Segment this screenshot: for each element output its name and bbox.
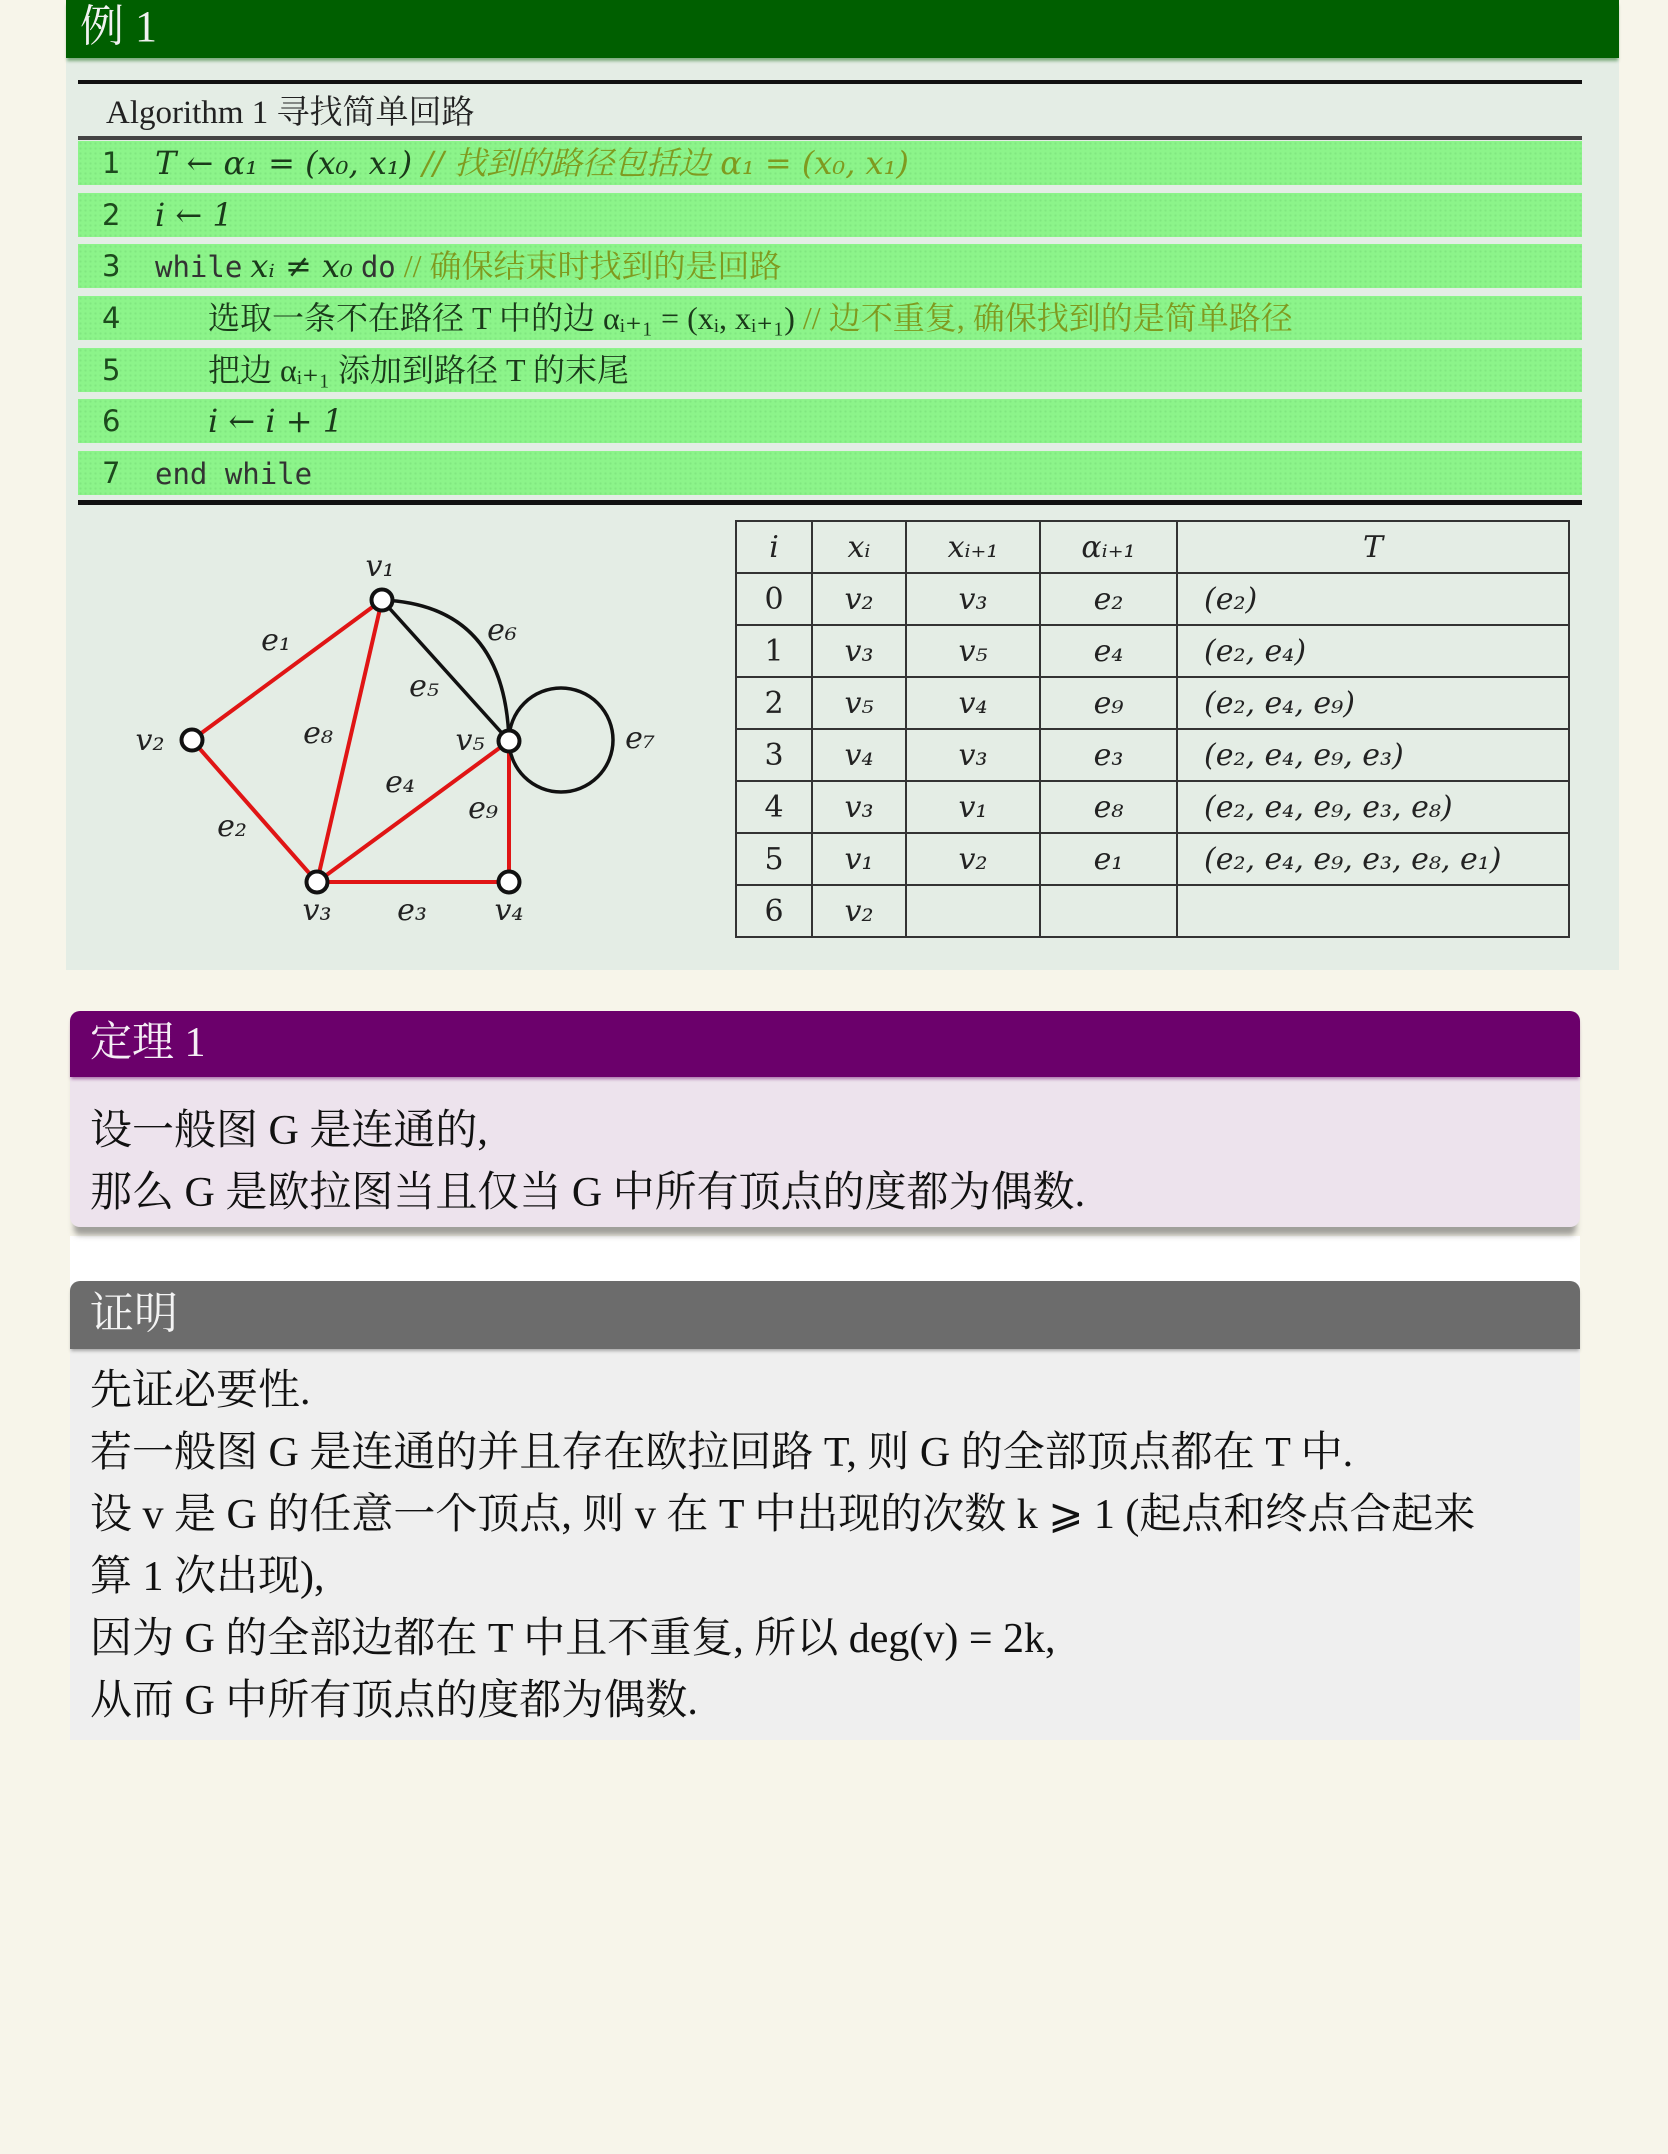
line-number: 6 bbox=[102, 404, 121, 438]
table-row bbox=[736, 781, 1569, 833]
line-code: 选取一条不在路径 T 中的边 αᵢ₊₁ = (xᵢ, xᵢ₊₁) // 边不重复, 确保找到的是简单路径 bbox=[208, 300, 1293, 336]
edge-label: e₈ bbox=[303, 716, 333, 751]
algorithm-bottom-rule bbox=[78, 500, 1582, 505]
column-header: xᵢ₊₁ bbox=[906, 521, 1040, 573]
proof-line: 从而 G 中所有顶点的度都为偶数. bbox=[90, 1678, 698, 1724]
line-number: 2 bbox=[102, 198, 121, 232]
table-cell bbox=[906, 885, 1040, 937]
table-cell: (e₂, e₄) bbox=[1177, 625, 1569, 677]
table-cell: 3 bbox=[736, 729, 812, 781]
table-cell: v₁ bbox=[812, 833, 906, 885]
algorithm-line bbox=[78, 296, 1582, 340]
proof-line: 若一般图 G 是连通的并且存在欧拉回路 T, 则 G 的全部顶点都在 T 中. bbox=[90, 1430, 1354, 1476]
proof-block bbox=[70, 1281, 1580, 1740]
table-cell: v₅ bbox=[906, 625, 1040, 677]
edge-label: e₉ bbox=[468, 791, 498, 826]
line-comment: // 边不重复, 确保找到的是简单路径 bbox=[802, 300, 1293, 336]
algorithm-line bbox=[78, 348, 1582, 392]
table-cell: e₉ bbox=[1040, 677, 1177, 729]
table-cell: 5 bbox=[736, 833, 812, 885]
table-cell: v₂ bbox=[812, 573, 906, 625]
line-number: 3 bbox=[102, 249, 121, 283]
table-cell: v₄ bbox=[906, 677, 1040, 729]
table-cell: 0 bbox=[736, 573, 812, 625]
table-row bbox=[736, 677, 1569, 729]
table-cell: e₃ bbox=[1040, 729, 1177, 781]
vertex-label: v₂ bbox=[135, 723, 165, 758]
edge-label: e₂ bbox=[217, 809, 247, 844]
table-cell bbox=[1040, 885, 1177, 937]
table-cell: (e₂) bbox=[1177, 573, 1569, 625]
table-cell: v₃ bbox=[906, 573, 1040, 625]
proof-line: 算 1 次出现), bbox=[90, 1554, 325, 1600]
table-cell: v₅ bbox=[812, 677, 906, 729]
table-row bbox=[736, 625, 1569, 677]
trace-table bbox=[735, 520, 1570, 938]
edge-label: e₃ bbox=[397, 893, 427, 928]
edge-label: e₄ bbox=[385, 765, 415, 800]
table-cell: e₁ bbox=[1040, 833, 1177, 885]
column-header: xᵢ bbox=[812, 521, 906, 573]
line-code: i ← i + 1 bbox=[208, 402, 344, 440]
line-code: i ← 1 bbox=[155, 196, 233, 234]
column-header: i bbox=[736, 521, 812, 573]
line-code: T ← α₁ = (x₀, x₁) // 找到的路径包括边 α₁ = (x₀, x₁) bbox=[155, 144, 909, 182]
proof-title: 证明 bbox=[70, 1281, 1580, 1349]
table-cell: (e₂, e₄, e₉, e₃) bbox=[1177, 729, 1569, 781]
line-number: 5 bbox=[102, 353, 121, 387]
keyword-while: while bbox=[155, 250, 243, 284]
table-cell: (e₂, e₄, e₉, e₃, e₈, e₁) bbox=[1177, 833, 1569, 885]
theorem-block bbox=[70, 1011, 1580, 1227]
table-cell: 6 bbox=[736, 885, 812, 937]
table-cell: v₂ bbox=[906, 833, 1040, 885]
proof-line: 因为 G 的全部边都在 T 中且不重复, 所以 deg(v) = 2k, bbox=[90, 1616, 1056, 1662]
table-row bbox=[736, 885, 1569, 937]
table-cell: e₂ bbox=[1040, 573, 1177, 625]
algorithm-line bbox=[78, 141, 1582, 185]
column-header: αᵢ₊₁ bbox=[1040, 521, 1177, 573]
table-cell: (e₂, e₄, e₉, e₃, e₈) bbox=[1177, 781, 1569, 833]
table-cell: v₄ bbox=[812, 729, 906, 781]
algorithm-top-rule bbox=[78, 80, 1582, 84]
algorithm-line bbox=[78, 399, 1582, 443]
proof-line: 先证必要性. bbox=[90, 1368, 311, 1414]
edge-label: e₅ bbox=[409, 669, 439, 704]
vertex-label: v₅ bbox=[455, 723, 485, 758]
table-row bbox=[736, 729, 1569, 781]
vertex-label: v₃ bbox=[302, 893, 332, 928]
edge-label: e₆ bbox=[487, 613, 517, 648]
line-number: 4 bbox=[102, 301, 121, 335]
line-code bbox=[155, 451, 312, 496]
line-comment: // 找到的路径包括边 α₁ = (x₀, x₁) bbox=[422, 144, 909, 182]
line-comment: // 确保结束时找到的是回路 bbox=[403, 248, 782, 284]
table-row bbox=[736, 833, 1569, 885]
algorithm-caption: Algorithm 1 寻找简单回路 bbox=[106, 95, 475, 131]
table-cell: (e₂, e₄, e₉) bbox=[1177, 677, 1569, 729]
edge-label: e₇ bbox=[625, 721, 655, 756]
table-header-row bbox=[736, 521, 1569, 573]
table-row bbox=[736, 573, 1569, 625]
theorem-title: 定理 1 bbox=[70, 1011, 1580, 1077]
algorithm-mid-rule bbox=[78, 136, 1582, 140]
algorithm-line bbox=[78, 451, 1582, 495]
keyword-do: do bbox=[360, 250, 396, 284]
keyword-end-while: end while bbox=[155, 457, 313, 491]
table-cell: v₃ bbox=[812, 781, 906, 833]
table-cell: 1 bbox=[736, 625, 812, 677]
table-cell: 4 bbox=[736, 781, 812, 833]
table-cell: v₂ bbox=[812, 885, 906, 937]
algorithm-line bbox=[78, 193, 1582, 237]
algorithm-line bbox=[78, 244, 1582, 288]
line-number: 1 bbox=[102, 146, 121, 180]
column-header: T bbox=[1177, 521, 1569, 573]
line-code: while xᵢ ≠ x₀ do // 确保结束时找到的是回路 bbox=[155, 247, 782, 285]
table-cell: v₃ bbox=[906, 729, 1040, 781]
table-cell: e₈ bbox=[1040, 781, 1177, 833]
table-cell: e₄ bbox=[1040, 625, 1177, 677]
theorem-line: 设一般图 G 是连通的, bbox=[90, 1108, 488, 1154]
table-cell: v₃ bbox=[812, 625, 906, 677]
theorem-line: 那么 G 是欧拉图当且仅当 G 中所有顶点的度都为偶数. bbox=[90, 1170, 1086, 1216]
table-cell bbox=[1177, 885, 1569, 937]
edge-label: e₁ bbox=[261, 623, 291, 658]
line-number: 7 bbox=[102, 456, 121, 490]
vertex-label: v₄ bbox=[494, 893, 524, 928]
proof-line: 设 v 是 G 的任意一个顶点, 则 v 在 T 中出现的次数 k ⩾ 1 (起点和终点合起来 bbox=[90, 1492, 1476, 1538]
vertex-label: v₁ bbox=[365, 549, 395, 584]
table-cell: v₁ bbox=[906, 781, 1040, 833]
table-cell: 2 bbox=[736, 677, 812, 729]
example-title: 例 1 bbox=[66, 0, 1619, 58]
line-code: 把边 αᵢ₊₁ 添加到路径 T 的末尾 bbox=[208, 352, 630, 388]
